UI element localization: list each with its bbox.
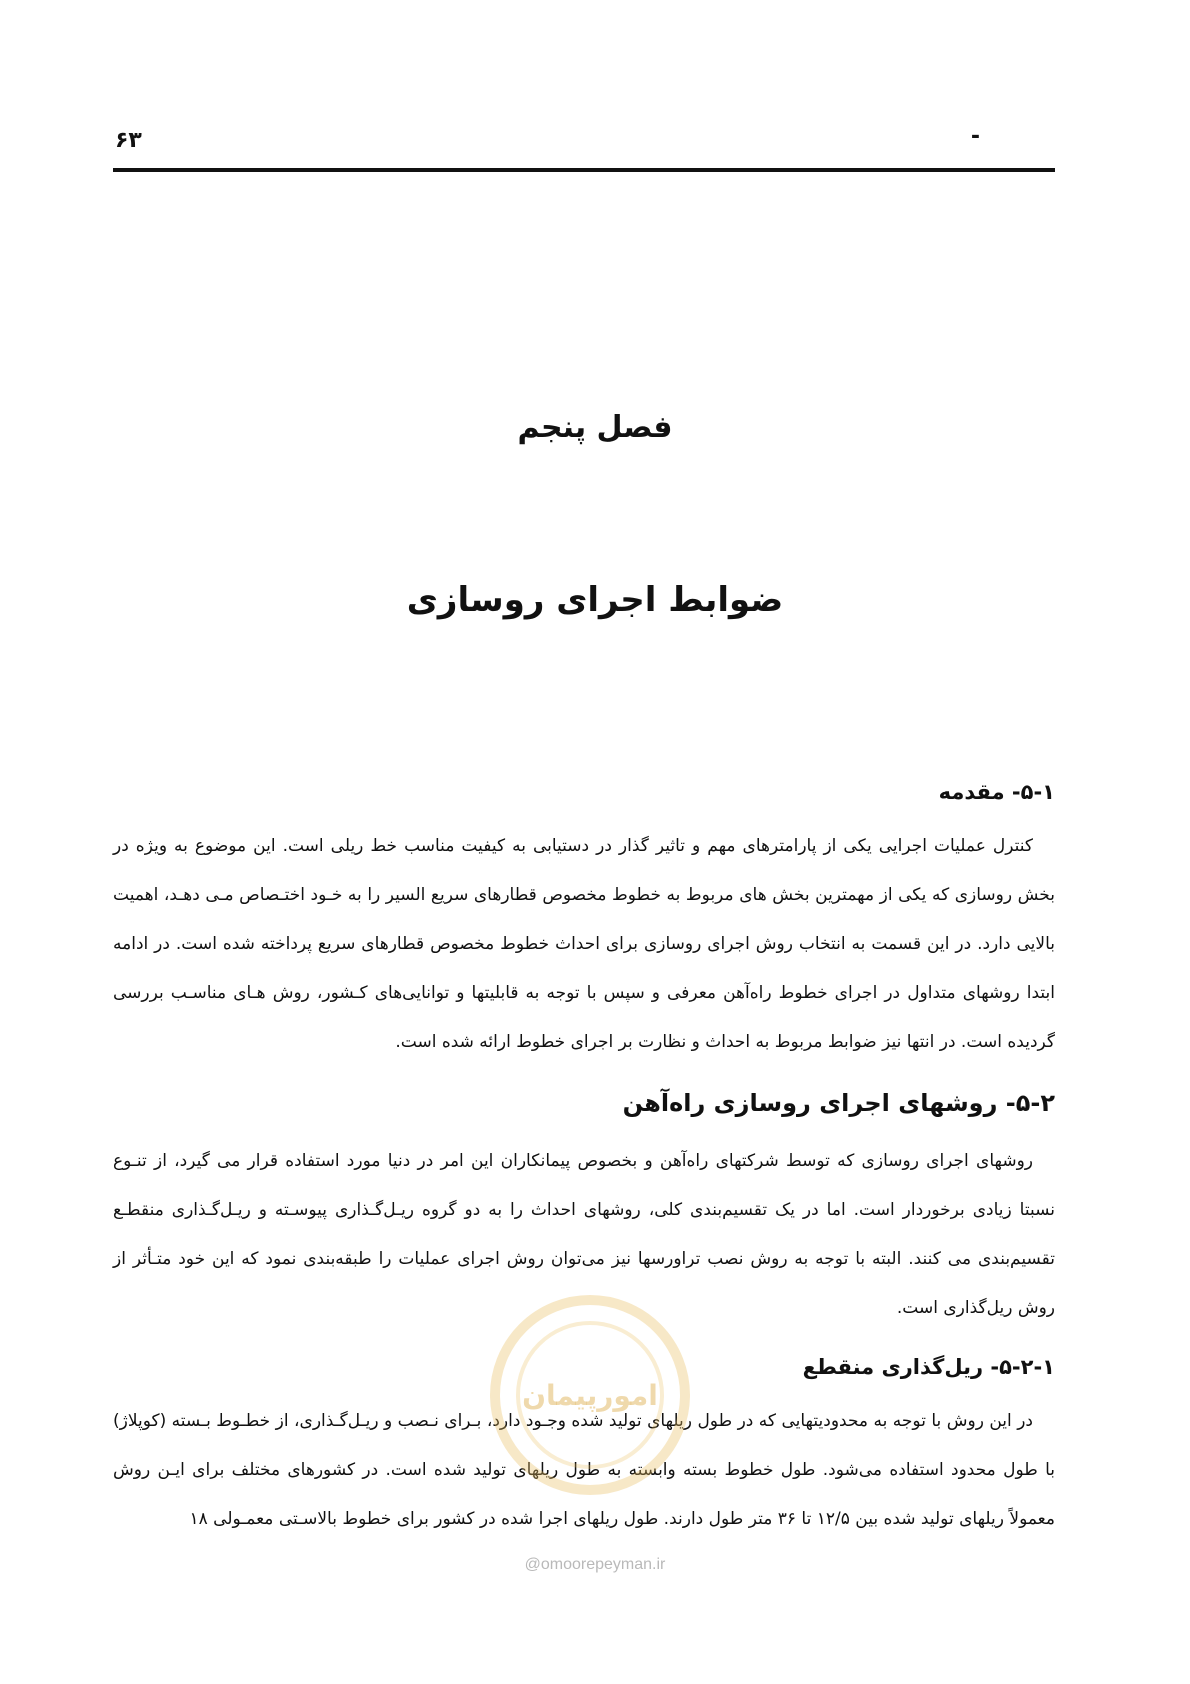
chapter-title: ضوابط اجرای روسازی: [406, 580, 784, 620]
chapter-label: فصل پنجم: [517, 410, 673, 445]
section-heading-intro: ۵-۱- مقدمه: [938, 780, 1055, 804]
paragraph-intro: کنترل عملیات اجرایی یکی از پارامترهای مهم و تاثیر گذار در دستیابی به کیفیت مناسب خط ریلی است. این موضوع به ویژه در بخش روسازی که یکی از مهمترین بخش های مربوط به خطوط مخصوص قطارهای سریع السیر را به خـود اختـصاص مـی دهـد، اهمیت بالایی دارد. در این قسمت به انتخاب روش اجرای روسازی برای احداث خطوط مخصوص قطارهای سریع پرداخته شده است. در ادامه ابتدا روشهای متداول در اجرای خطوط راه‌آهن معرفی و سپس با توجه به قابلیتها و توانایی‌های کـشور، روش هـای مناسـب بررسی گردیده است. در انتها نیز ضوابط مربوط به احداث و نظارت بر اجرای خطوط ارائه شده است.: [113, 836, 1055, 1052]
header-rule: [113, 168, 1055, 172]
page-number: ۶۳: [115, 128, 142, 153]
body-content: [113, 780, 1055, 1544]
section-heading-methods: ۵-۲- روشهای اجرای روسازی راه‌آهن: [622, 1089, 1055, 1117]
paragraph-discontinuous: در این روش با توجه به محدودیتهایی که در طول ریلهای تولید شده وجـود دارد، بـرای نـصب و ریـل‌گـذاری، از خطـوط بـسته (کوپلاژ) با طول محدود استفاده می‌شود. طول خطوط بسته وابسته به طول ریلهای تولید شده است. در کشورهای مختلف برای ایـن روش معمولاً ریلهای تولید شده بین ۱۲/۵ تا ۳۶ متر طول دارند. طول ریلهای اجرا شده در کشور برای خطوط بالاسـتی معمـولی ۱۸: [113, 1411, 1055, 1529]
watermark-url: @omoorepeyman.ir: [524, 1556, 666, 1573]
header-mark: -: [970, 124, 980, 149]
watermark-logo-text: امورپیمان: [522, 1378, 658, 1412]
paragraph-methods: روشهای اجرای روسازی که توسط شرکتهای راه‌آهن و بخصوص پیمانکاران این امر در دنیا مورد استفاده قرار می گیرد، از تنـوع نسبتا زیادی برخوردار است. اما در یک تقسیم‌بندی کلی، روشهای احداث را به دو گروه ریـل‌گـذاری پیوسـته و ریـل‌گـذاری منقطـع تقسیم‌بندی می کنند. البته با توجه به روش نصب تراورسها نیز می‌توان روش اجرای عملیات را طبقه‌بندی نمود که این خود متـأثر از روش ریل‌گذاری است.: [113, 1151, 1055, 1318]
section-heading-discontinuous: ۵-۲-۱- ریل‌گذاری منقطع: [802, 1355, 1055, 1379]
